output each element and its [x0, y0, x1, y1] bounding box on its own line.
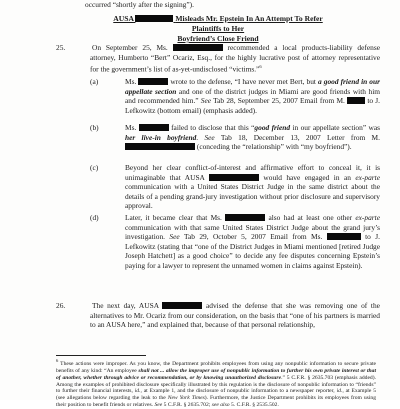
- item-d-text: also had at least one other: [268, 213, 353, 222]
- footnote-publication: New York Times: [167, 395, 205, 402]
- redaction-bar: [173, 44, 223, 51]
- paragraph-number: 25.: [56, 43, 66, 52]
- paragraph-26: [90, 301, 380, 330]
- item-d-citation: to J. Lefkowitz (stating that “one of the District Judges in Miami mentioned [retired Judge Joseph Hatchett] as a good choice” to decide any fee disputes concerning Epstein’s paying for a lawyer to represent the unnamed women in claims against Epstein).: [125, 232, 380, 270]
- continuation-line: [85, 0, 194, 9]
- item-c-text: Beyond her clear conflict-of-interest and affirmative effort to conceal it, it is unimaginable that AUSA: [125, 163, 380, 182]
- item-d-citation: Tab 29, October 5, 2007 Email from Ms.: [183, 232, 323, 242]
- footnote-emphasis: shall not ... allow the improper use of nonpublic information to further his own private interest or that of another, whether through advice or recommendation, or by knowing unauthorized disclosure: [56, 367, 377, 381]
- heading-line1: Misleads Mr. Epstein In An Attempt To Refer Plaintiffs to Her: [175, 14, 323, 33]
- section-heading: [98, 14, 338, 44]
- item-c-text: would have engaged in an: [263, 172, 351, 182]
- item-d: [125, 213, 380, 271]
- p26-text: The next day, AUSA: [92, 301, 159, 310]
- item-a-text: Ms.: [125, 77, 137, 86]
- footnote-text: 5 C.F.R. § 2635.702;: [163, 402, 211, 409]
- item-b-text: .: [196, 132, 199, 142]
- item-label-b: (b): [90, 123, 99, 132]
- heading-line2: Boyfriend’s Close Friend: [177, 34, 259, 43]
- item-b-text: failed to disclose that this “: [171, 123, 255, 132]
- footnote: [56, 358, 376, 409]
- item-b: [125, 123, 380, 152]
- footnote-text: 5. C.F.R. § 2535.502.: [231, 402, 279, 409]
- footnote-separator: [56, 355, 146, 356]
- item-b-citation: Tab 18, December 13, 2007 Letter from M.: [220, 132, 380, 142]
- footnote-text: ). Furthermore, the Justice Department prohibits its employees from using their position to benefit friends or relatives.: [56, 395, 376, 409]
- p25-text-a: On September 25, Ms.: [92, 43, 168, 52]
- item-label-a: (a): [90, 77, 99, 86]
- item-c: [125, 163, 380, 211]
- item-c-text: communication with a United States District Judge in the same district about the details of a pending grand-jury investigation without prior disclosure and supervisory approval.: [125, 182, 380, 211]
- footnote-text: These actions were improper. As you know, the Department prohibits employees from using any nonpublic information to secure private benefits of any kind: “An employee: [56, 360, 376, 374]
- footnote-signal: See: [154, 402, 163, 409]
- footnote-text: , at Example 5 (see allegations below regarding the leak to the: [56, 388, 376, 402]
- item-a-citation: to J. Lefkowitz (bottom email) (emphasis added).: [125, 96, 380, 115]
- item-d-signal: See: [169, 232, 180, 242]
- item-label-c: (c): [90, 163, 99, 172]
- continuation-text: occurred “shortly after the signing”).: [85, 0, 194, 9]
- item-a-text: wrote to the defense, “I have never met Bert, but: [170, 77, 316, 86]
- footnote-mark: 6: [56, 358, 59, 363]
- item-b-citation: (conceding the “relationship” with “my boyfriend”).: [196, 142, 352, 152]
- p26-text: advised the defense that she was removing one of the alternatives to Mr. Ocariz from our consideration, on the basis that “one of his partners is married to an AUSA here,” and explained that, because of that personal relationship,: [90, 301, 380, 330]
- footnote-ref: 6: [259, 64, 262, 70]
- item-d-text: communication with that same United States District Judge about the grand jury’s investigation.: [125, 222, 380, 242]
- footnote-text: .” 5 C.F.R. § 2635.703 (emphasis added). Among the examples of prohibited disclosure specifically illustrated by this regulation is the disclosure of nonpublic information to “friends” to further their financial interests,: [56, 374, 376, 395]
- redaction-bar: [225, 214, 265, 221]
- redaction-bar: [347, 97, 365, 104]
- item-b-emphasis: good friend: [254, 123, 291, 132]
- footnote-signal: see also: [211, 402, 230, 409]
- item-b-signal: See: [204, 132, 215, 142]
- redaction-bar: [125, 143, 195, 150]
- footnote-cite: id.: [134, 388, 141, 395]
- paragraph-number: 26.: [56, 301, 66, 310]
- item-b-text: in our appellate section” was: [292, 123, 380, 132]
- paragraph-25: [90, 43, 380, 74]
- item-a-signal: See: [200, 96, 212, 106]
- redaction-bar: [135, 15, 173, 22]
- footnote-text: , at Example 1, and the disclosure of nonpublic information to a newspaper reporter,: [140, 388, 335, 395]
- redaction-bar: [139, 124, 169, 131]
- item-label-d: (d): [90, 213, 99, 222]
- item-d-text: Later, it became clear that Ms.: [125, 213, 222, 222]
- item-c-term: ex-parte: [355, 172, 381, 182]
- item-a-citation: Tab 28, September 25, 2007 Email from M.: [213, 96, 345, 106]
- item-a-emphasis: a good friend in our appellate section: [125, 77, 380, 96]
- item-b-text: Ms.: [125, 123, 137, 132]
- heading-prefix: AUSA: [113, 14, 134, 23]
- item-d-term: ex-parte: [355, 213, 380, 222]
- redaction-bar: [138, 78, 168, 85]
- redaction-bar: [162, 302, 202, 309]
- redaction-bar: [209, 174, 259, 181]
- footnote-cite: id.: [336, 388, 343, 395]
- item-a-text: and one of the district judges in Miami are good friends with him and recommended him.”: [125, 86, 380, 106]
- redaction-bar: [327, 233, 361, 240]
- p25-text-b: recommended a local products-liability defense attorney, Humberto “Bert” Ocariz, Esq., for the highly lucrative post of attorney representative for the government’s list of as-yet-undisclosed “victims.”: [90, 43, 380, 74]
- item-b-emphasis: her live-in boyfriend: [125, 132, 197, 142]
- item-a: [125, 77, 380, 115]
